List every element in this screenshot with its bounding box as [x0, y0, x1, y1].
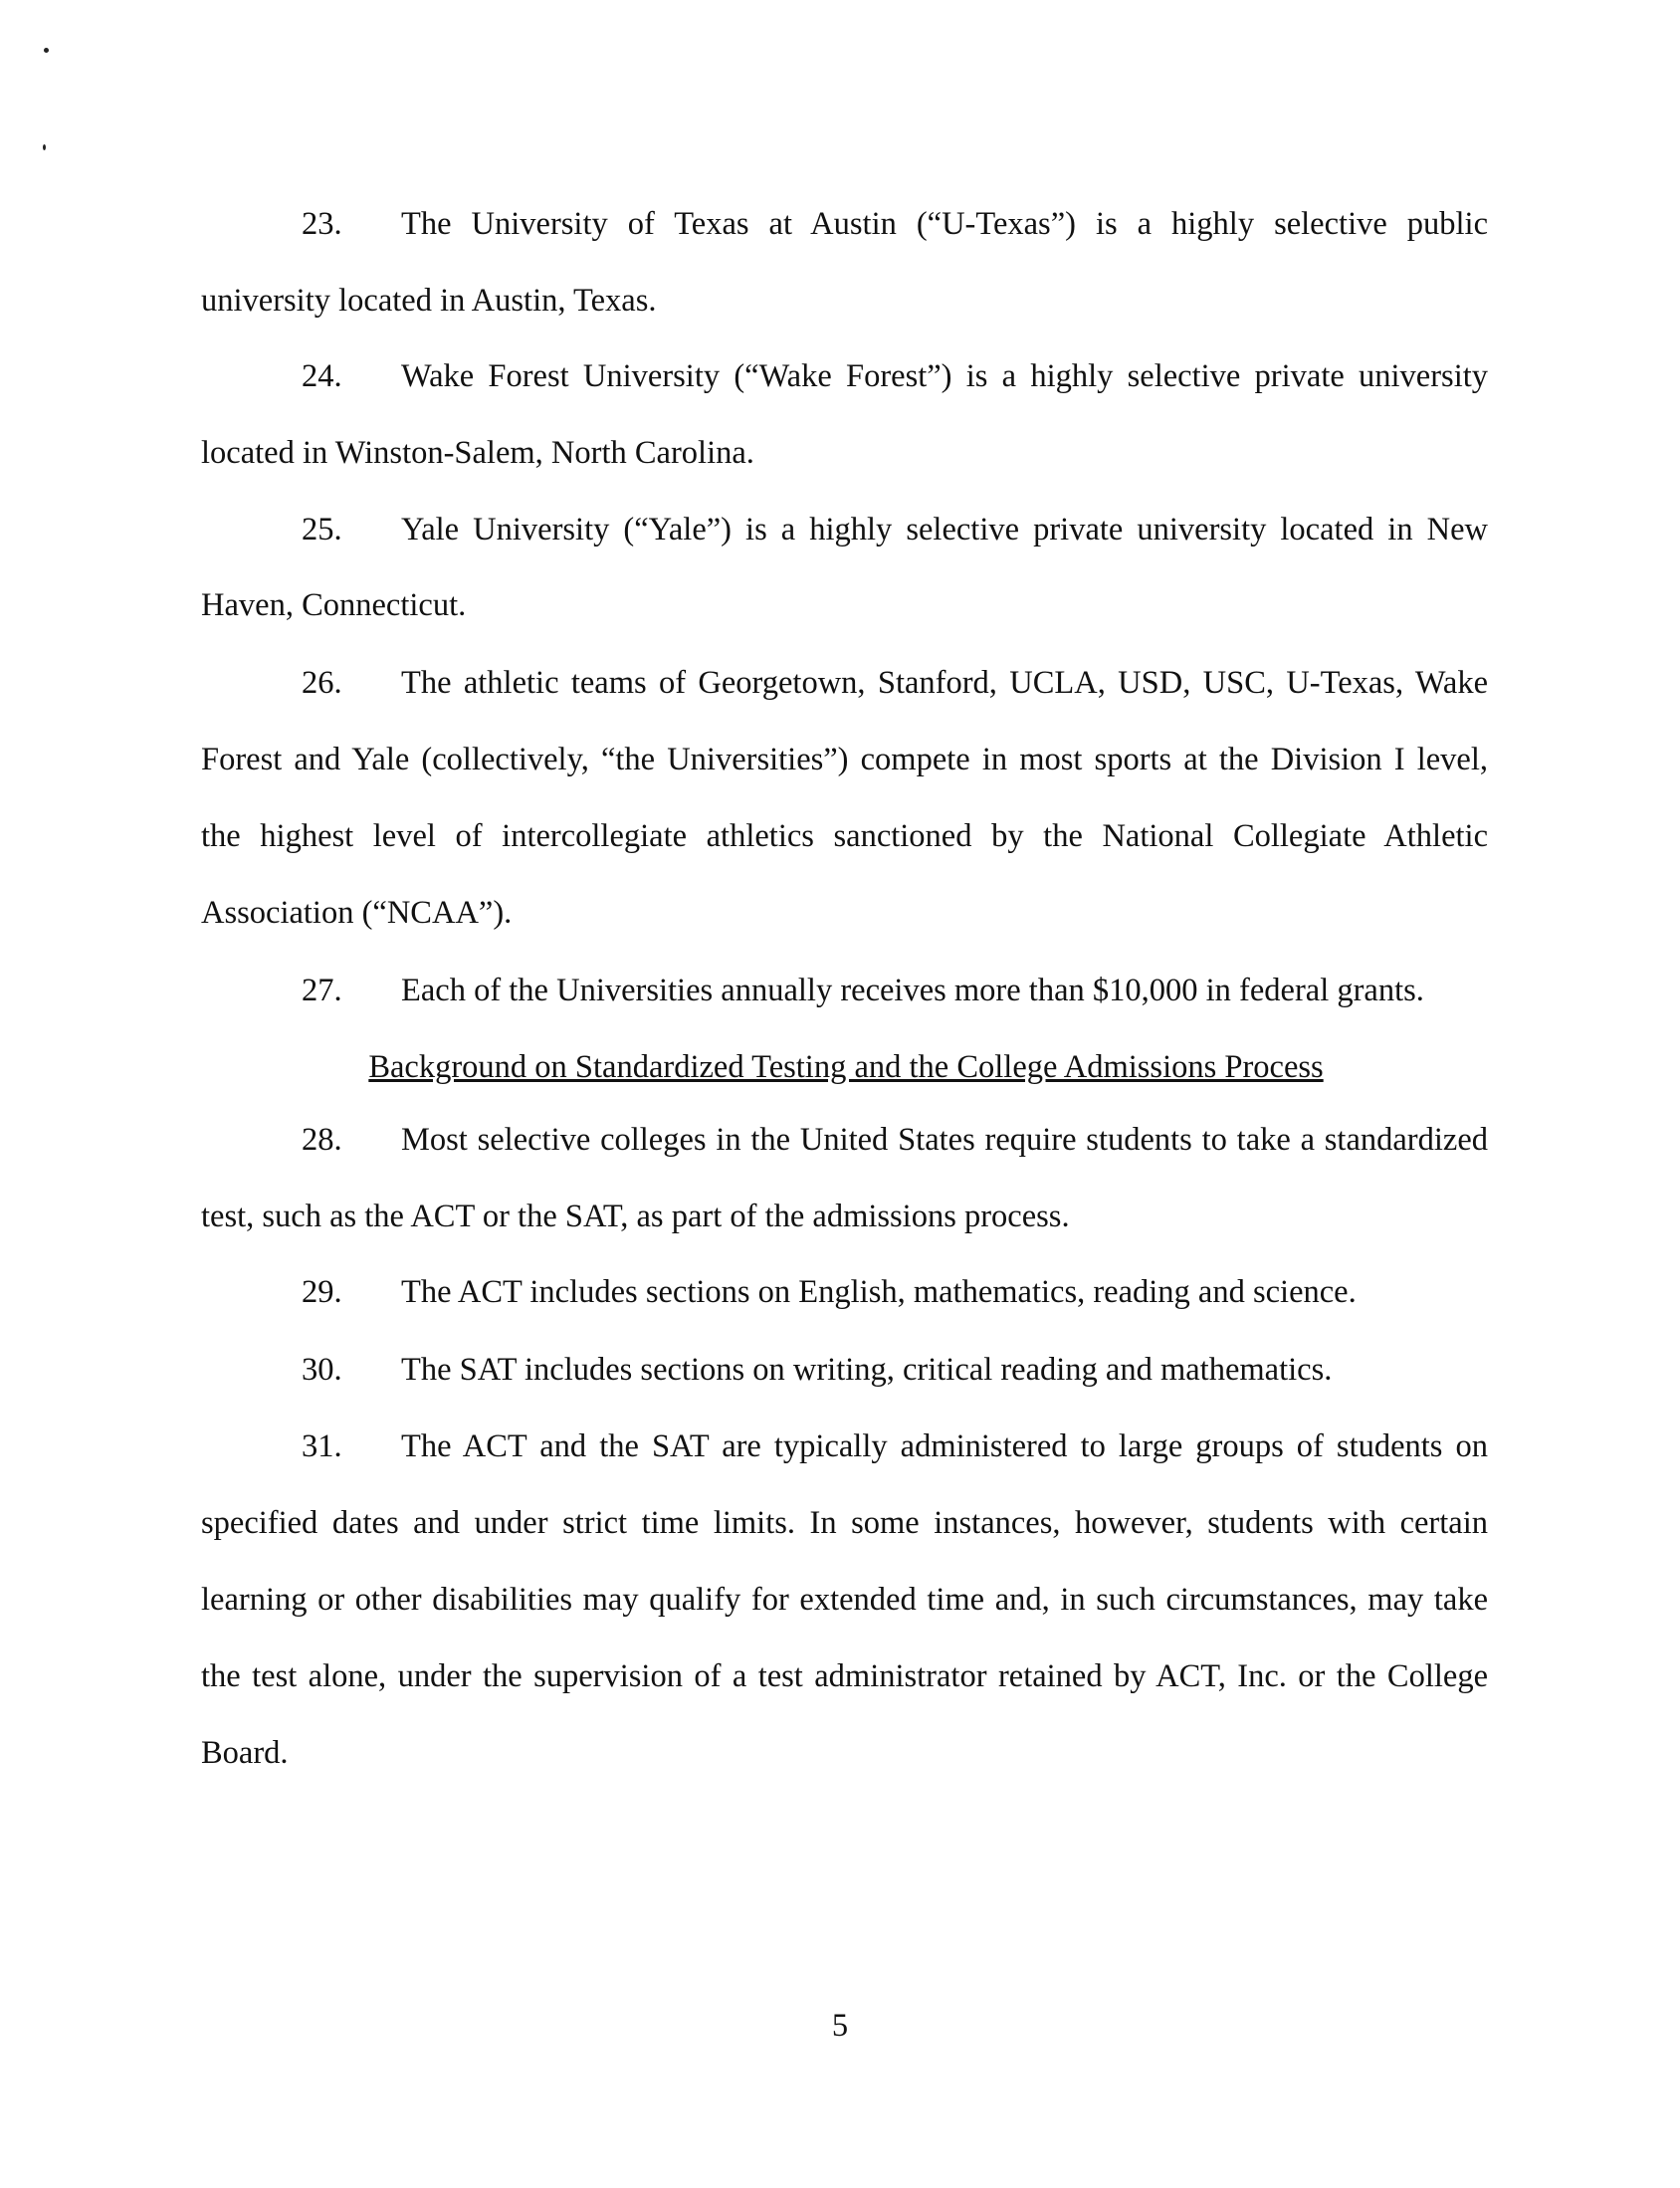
paragraph-line: test, such as the ACT or the SAT, as part of the admissions process. — [201, 1199, 1070, 1234]
paragraph-line: the highest level of intercollegiate athletics sanctioned by the National Collegiate Athletic — [201, 818, 1488, 854]
paragraph-line: Most selective colleges in the United States require students to take a standardized — [401, 1122, 1488, 1158]
paragraph-line: The athletic teams of Georgetown, Stanford, UCLA, USD, USC, U-Texas, Wake — [401, 665, 1488, 701]
page-number: 5 — [831, 2008, 849, 2044]
paragraph-line: Each of the Universities annually receives more than $10,000 in federal grants. — [401, 973, 1424, 1008]
paragraph-line: located in Winston-Salem, North Carolina. — [201, 435, 754, 471]
scan-speck — [44, 48, 49, 53]
scan-speck — [43, 144, 46, 150]
paragraph-number: 31. — [302, 1428, 342, 1464]
paragraph-line: specified dates and under strict time limits. In some instances, however, students with certain — [201, 1505, 1488, 1541]
paragraph-number: 23. — [302, 206, 342, 242]
paragraph-line: Forest and Yale (collectively, “the Universities”) compete in most sports at the Division I level, — [201, 742, 1488, 777]
paragraph-number: 28. — [302, 1122, 342, 1158]
paragraph-line: The ACT includes sections on English, mathematics, reading and science. — [401, 1274, 1357, 1310]
paragraph-line: Haven, Connecticut. — [201, 587, 467, 623]
paragraph-line: Yale University (“Yale”) is a highly selective private university located in New — [401, 512, 1488, 547]
paragraph-line: Association (“NCAA”). — [201, 895, 513, 931]
paragraph-line: The ACT and the SAT are typically administered to large groups of students on — [401, 1428, 1488, 1464]
section-heading: Background on Standardized Testing and the College Admissions Process — [368, 1049, 1324, 1085]
paragraph-line: Board. — [201, 1735, 289, 1771]
paragraph-line: learning or other disabilities may qualify for extended time and, in such circumstances, may take — [201, 1582, 1488, 1618]
paragraph-line: the test alone, under the supervision of a test administrator retained by ACT, Inc. or the College — [201, 1658, 1488, 1694]
paragraph-number: 27. — [302, 973, 342, 1008]
paragraph-line: university located in Austin, Texas. — [201, 283, 657, 319]
paragraph-number: 26. — [302, 665, 342, 701]
paragraph-number: 25. — [302, 512, 342, 547]
paragraph-number: 29. — [302, 1274, 342, 1310]
paragraph-number: 24. — [302, 358, 342, 394]
paragraph-line: The University of Texas at Austin (“U-Texas”) is a highly selective public — [401, 206, 1488, 242]
paragraph-line: The SAT includes sections on writing, critical reading and mathematics. — [401, 1352, 1333, 1388]
paragraph-line: Wake Forest University (“Wake Forest”) is a highly selective private university — [401, 358, 1488, 394]
paragraph-number: 30. — [302, 1352, 342, 1388]
